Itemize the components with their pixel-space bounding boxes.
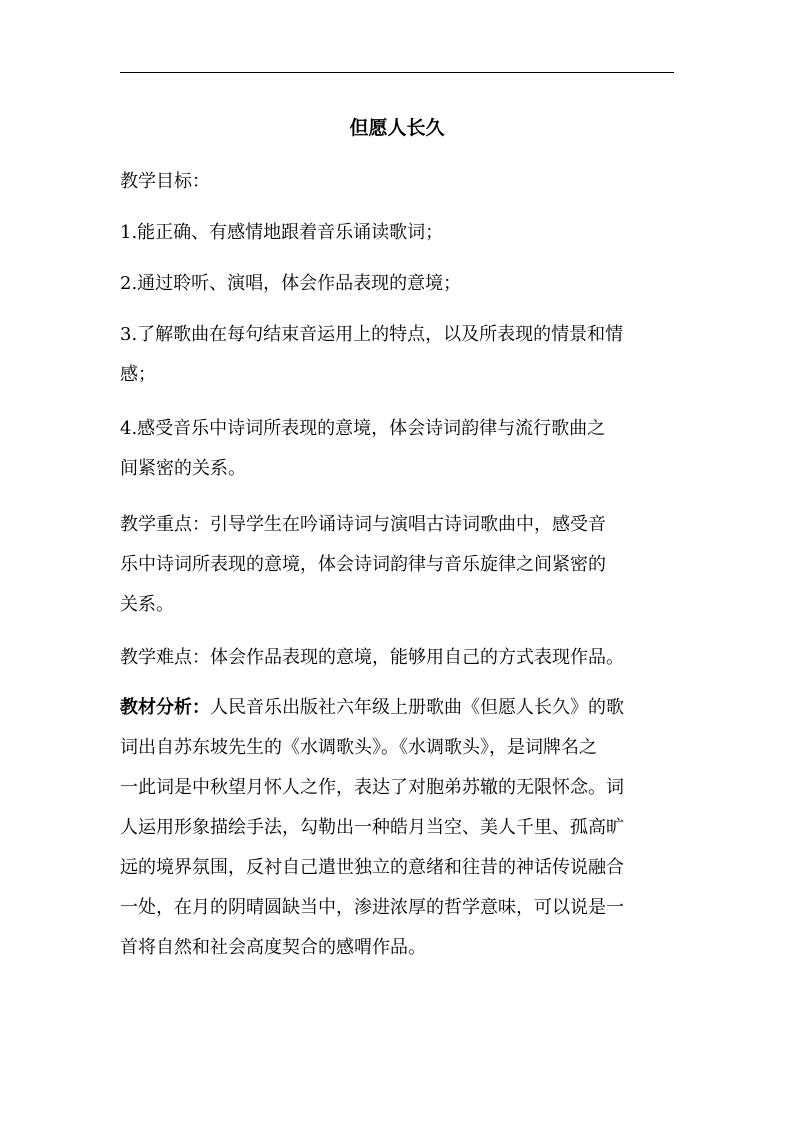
objective-1: 1.能正确、有感情地跟着音乐诵读歌词； xyxy=(120,222,444,243)
objectives-heading: 教学目标： xyxy=(120,171,210,192)
objective-4-line-2: 间紧密的关系。 xyxy=(120,458,246,479)
objective-3-line-2: 感； xyxy=(120,364,156,385)
key-points-line-1: 教学重点：引导学生在吟诵诗词与演唱古诗词歌曲中，感受音 xyxy=(120,514,606,535)
objective-2: 2.通过聆听、演唱，体会作品表现的意境； xyxy=(120,273,462,294)
analysis-line-1 xyxy=(120,688,676,728)
key-points xyxy=(120,505,676,625)
objective-3-line-1: 3.了解歌曲在每句结束音运用上的特点，以及所表现的情景和情 xyxy=(120,324,624,345)
difficulty: 教学难点：体会作品表现的意境，能够用自己的方式表现作品。 xyxy=(120,647,624,668)
objective-4 xyxy=(120,409,676,489)
analysis-line-7: 首将自然和社会高度契合的感喟作品。 xyxy=(120,937,426,958)
objective-3 xyxy=(120,315,676,395)
analysis-line-1-text: 人民音乐出版社六年级上册歌曲《但愿人长久》的歌 xyxy=(210,697,624,718)
analysis-line-4: 人运用形象描绘手法，勾勒出一种皓月当空、美人千里、孤高旷 xyxy=(120,817,624,838)
analysis-line-5: 远的境界氛围，反衬自己遣世独立的意绪和往昔的神话传说融合 xyxy=(120,857,624,878)
document-title: 但愿人长久 xyxy=(349,117,445,139)
analysis-line-3: 一此词是中秋望月怀人之作，表达了对胞弟苏辙的无限怀念。词 xyxy=(120,777,624,798)
key-points-line-2: 乐中诗词所表现的意境，体会诗词韵律与音乐旋律之间紧密的 xyxy=(120,554,606,575)
header-rule xyxy=(120,72,674,73)
analysis-label: 教材分析： xyxy=(120,697,210,718)
analysis-paragraph xyxy=(120,688,676,968)
analysis-line-2: 词出自苏东坡先生的《水调歌头》。《水调歌头》，是词牌名之 xyxy=(120,737,597,758)
objective-4-line-1: 4.感受音乐中诗词所表现的意境，体会诗词韵律与流行歌曲之 xyxy=(120,418,606,439)
analysis-line-6: 一处，在月的阴晴圆缺当中，渗进浓厚的哲学意味，可以说是一 xyxy=(120,897,624,918)
key-points-line-3: 关系。 xyxy=(120,594,174,615)
